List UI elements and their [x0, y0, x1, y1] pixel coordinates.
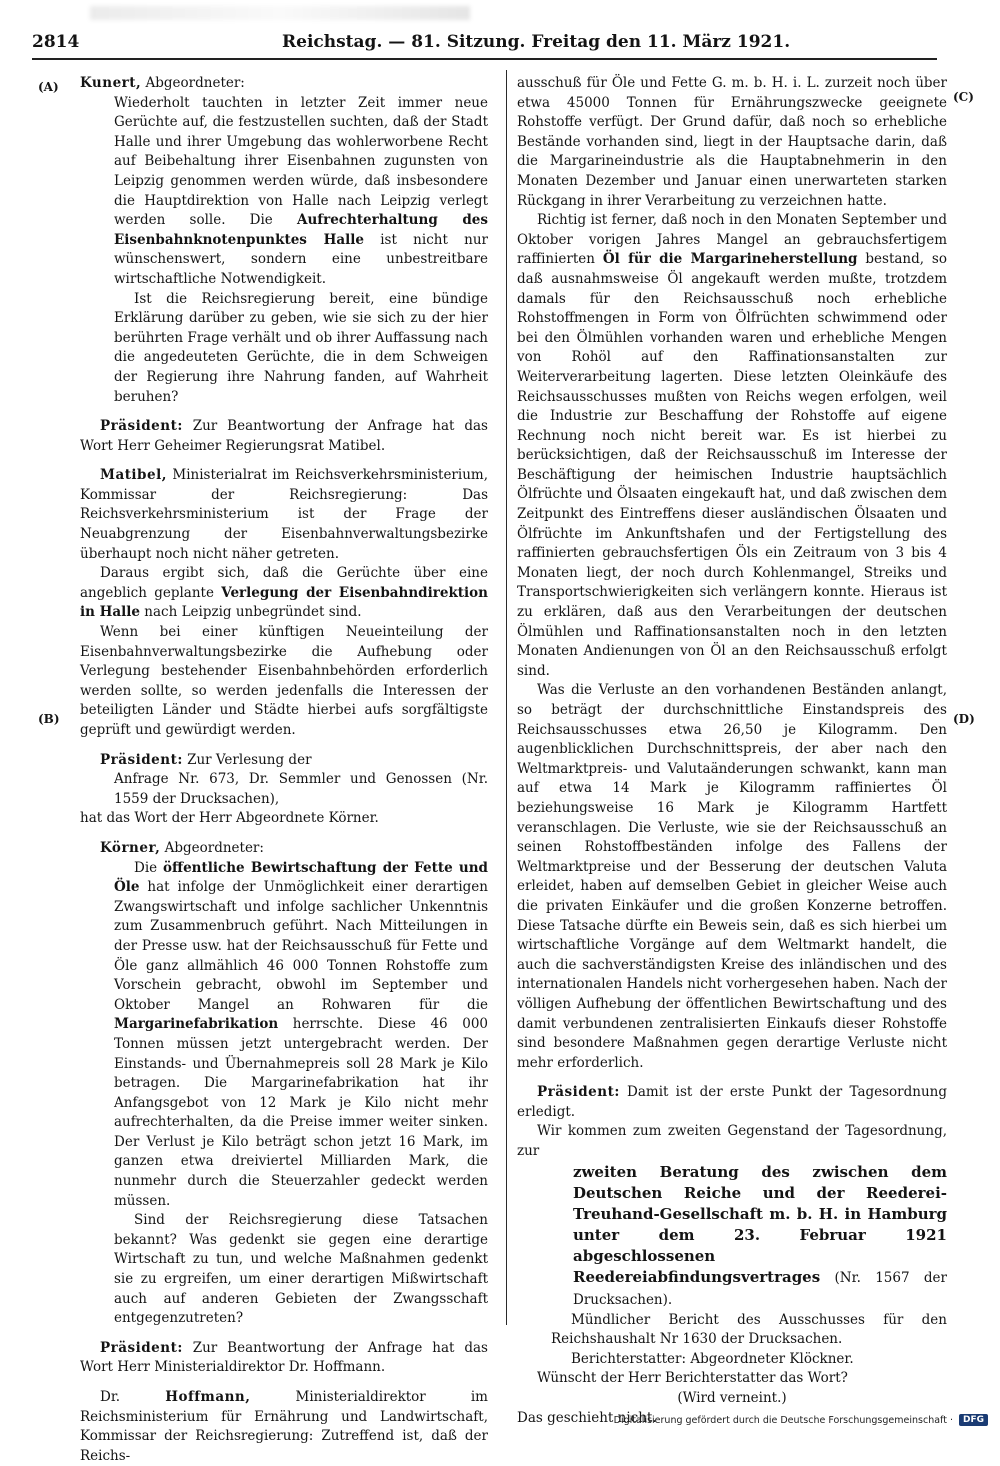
speaker-name: Präsident:	[100, 751, 183, 768]
speaker-name: Kunert,	[80, 75, 142, 91]
dfg-logo: DFG	[959, 1414, 988, 1426]
speech-paragraph: Ist die Reichsregierung bereit, eine bündige Erklärung darüber zu geben, wie sie sich zu der hier berührten Frage verhält und ob ihrer Auffassung nach die angedeuteten Gerüchte, die in dem Schweigen der Regierung ihre Nahrung fanden, auf Wahrheit beruhen?	[114, 290, 488, 405]
speech-matibel	[80, 466, 488, 564]
speaker-title: Dr.	[100, 1389, 166, 1405]
paragraph-text: hat infolge der Unmöglichkeit einer derartigen Zwangswirtschaft und infolge sachlicher Unkenntnis zum Zusammenbruch geführt. Nach Mitteilungen in der Presse usw. hat der Reichsausschuß für Fette und Öle ganz allmählich 46 000 Tonnen Rohstoffe zum Vorschein gebracht, obwohl im September und Oktober Mangel an Rohwaren für die	[114, 879, 488, 1013]
speaker-name: Präsident:	[100, 1339, 183, 1356]
speaker-name: Hoffmann,	[165, 1389, 251, 1405]
speaker-name: Körner,	[100, 839, 161, 856]
paragraph-text: Zur Verlesung der	[182, 751, 312, 768]
paragraph-text: ist nicht nur wünschenswert, sondern eine unbestreitbare wirtschaftliche Notwendigkeit.	[114, 231, 488, 287]
paragraph-text: Wiederholt tauchten in letzter Zeit immer neue Gerüchte auf, die festzustellen suchten, daß der Stadt Halle und ihrer Umgebung das wohlerworbene Recht auf Beibehaltung ihrer Eisenbahnen zugunsten von Leipzig genommen werden würde, daß insbesondere die Hauptdirektion von Halle nach Leipzig verlegt werden solle. Die	[114, 94, 488, 229]
speech-paragraph	[80, 564, 488, 623]
agenda-title-text: zweiten Beratung des zwischen dem Deutschen Reiche und der Reederei-Treuhand-Gesellschaft m. b. H. in Hamburg unter dem 23. Februar 1921 abgeschlossenen Reedereiabfindungsvertrages	[573, 1162, 947, 1286]
page-header	[32, 30, 937, 60]
emphasis-text: Aufrechterhaltung des Eisenbahnknotenpunktes Halle	[114, 212, 488, 248]
paragraph-text: Zur Beantwortung der Anfrage hat das Wort Herr Ministerialdirektor Dr. Hoffmann.	[80, 1339, 488, 1376]
agenda-intro: Wir kommen zum zweiten Gegenstand der Tagesordnung, zur	[517, 1123, 947, 1160]
agenda-reference: (Nr. 1567 der Drucksachen).	[573, 1269, 947, 1308]
emphasis-text: Öl für die Margarineherstellung	[602, 251, 858, 268]
agenda-item-title	[517, 1162, 947, 1311]
speech-koerner-intro	[80, 839, 488, 859]
speech-paragraph: ausschuß für Öle und Fette G. m. b. H. i. L. zurzeit noch über etwa 45000 Tonnen für Ernährungszwecke geeignete Rohstoffe verfügt. Der Grund dafür, daß noch so erhebliche Bestände vorhanden sind, liegt in der Hauptsache darin, daß die Margarineindustrie als die Hauptabnehmerin in den Monaten Dezember und Januar einen unerwarteten starken Rückgang in ihrer Verarbeitung zu verzeichnen hatte.	[517, 75, 947, 209]
right-column	[517, 74, 947, 1428]
speech-paragraph	[80, 859, 488, 1212]
paragraph-text: Damit ist der erste Punkt der Tagesordnung erledigt.	[517, 1084, 947, 1120]
speech-paragraph: Was die Verluste an den vorhandenen Beständen anlangt, so beträgt der durchschnittliche Einstandspreis des Reichsausschusses etwa 26,50 je Kilogramm. Den augenblicklichen Durchschnittspreis, der aber nach den Weltmarktpreis- und Valutaänderungen schwankt, kann man auf etwa 14 Mark je Kilogramm raffiniertes Öl beziehungsweise 16 Mark je Kilogramm Hartfett veranschlagen. Die Verluste, wie sie der Reichsausschuß an seinen Rohstoffbeständen infolge des Fallens der Weltmarktpreise und der Besserung der deutschen Valuta erleidet, haben auf demselben Gebiet in gleicher Weise auch die privaten Einkäufer und die großen Konzerne betroffen. Diese Tatsache dürfte ein Beweis sein, daß es sich hierbei um wirtschaftliche Vorgänge auf dem Weltmarkt handelt, die auch die sachverständigsten Kreise des inländischen und des internationalen Handels nicht vorhergesehen haben. Nach der völligen Aufhebung der öffentlichen Bewirtschaftung und des damit verbundenen zentralisierten Einkaufs dieser Rohstoffe sind besondere Maßnahmen gegen derartige Verluste nicht mehr erforderlich.	[517, 682, 947, 1071]
speech-kunert-intro	[80, 74, 488, 94]
president-statement	[517, 1083, 947, 1122]
committee-report: Mündlicher Bericht des Ausschusses für den Reichshaushalt Nr 1630 der Drucksachen.	[551, 1311, 947, 1348]
margin-marker-a: (A)	[38, 80, 59, 94]
speech-paragraph: Sind der Reichsregierung diese Tatsachen bekannt? Was gedenkt sie gegen eine derartige Wirtschaft zu tun, und welche Maßnahmen gedenkt sie zu ergreifen, um einer derartigen Mißwirtschaft auch auf anderen Gebieten der Zwangsschaft entgegenzutreten?	[114, 1212, 488, 1327]
paragraph-text: Daraus ergibt sich, daß die Gerüchte über eine angeblich geplante	[80, 565, 488, 601]
footer-credit-text: Digitalisierung gefördert durch die Deutsche Forschungsgemeinschaft ·	[613, 1414, 953, 1426]
speaker-name: Präsident:	[100, 418, 183, 435]
rapporteur-line: Berichterstatter: Abgeordneter Klöckner.	[571, 1350, 854, 1367]
speaker-name: Präsident:	[537, 1084, 620, 1101]
speaker-name: Matibel,	[100, 467, 167, 484]
paragraph-text: herrschte. Diese 46 000 Tonnen müssen jetzt untergebracht werden. Der Einstands- und Übernahmepreis soll 28 Mark je Kilo betragen. Die Margarinefabrikation hat ihr Anfangsgebot von 12 Mark je Kilo nicht mehr aufrechterhalten, da die Preise immer weiter sinken. Der Verlust je Kilo beträgt schon jetzt 16 Mark, im ganzen etwa dreiviertel Milliarden Mark, die nunmehr durch die Steuerzahler gedeckt werden müssen.	[114, 1016, 488, 1209]
emphasis-text: Verlegung der Eisenbahndirektion in Halle	[80, 584, 488, 621]
president-statement	[80, 751, 488, 771]
margin-marker-c: (C)	[953, 90, 974, 104]
left-column	[80, 74, 488, 1466]
speaker-role: Abgeordneter:	[160, 839, 264, 856]
inquiry-reference: Anfrage Nr. 673, Dr. Semmler und Genossen (Nr. 1559 der Drucksachen),	[114, 771, 488, 807]
speech-paragraph: Wenn bei einer künftigen Neueinteilung der Eisenbahnverwaltungsbezirke die Aufhebung oder Verlegung bestehender Eisenbahnbehörden erforderlich werden sollte, so werden jedenfalls die Interessen der beteiligten Länder und Städte hierbei aufs sorgfältigste geprüft und gewürdigt werden.	[80, 624, 488, 738]
paragraph-text: Ministerialrat im Reichsverkehrsministerium, Kommissar der Reichsregierung: Das Reichsverkehrsministerium ist der Frage der Neuabgrenzung der Eisenbahnverwaltungsbezirke überhaupt noch nicht näher getreten.	[80, 467, 488, 562]
paragraph-text: bestand, so daß ausnahmsweise Öl angekauft werden mußte, trotzdem damals für den Reichsausschuß noch erhebliche Rohstoffmengen in Form von Ölfrüchten schwimmend oder bei den Ölmühlen vorhanden waren und erhebliche Mengen von Rohöl auf den Raffinationsanstalten zur Weiterverarbeitung lagerten. Diese letzten Oleinkäufe des Reichsausschusses mußten von Reichs wegen erfolgen, weil die Industrie zur Beschaffung der Rohstoffe auf eigene Rechnung noch nicht bereit war. Es ist hierbei zu berücksichtigen, daß der Reichsausschuß im Interesse der Beschäftigung der heimischen Industrie hauptsächlich Ölfrüchte und Ölsaaten eingekauft hat, und daß zwischen dem Zeitpunkt des Eintreffens dieser ausländischen Ölsaaten und Ölfrüchte im Ankunftshafen und der Fertigstellung des raffinierten gebrauchsfertigen Öls ein Zeitraum von 3 bis 4 Monaten liegt, der noch durch Kohlenmangel, Streiks und Transportschwierigkeiten sich verlängern konnte. Hieraus ist zu erklären, daß aus den Verarbeitungen der deutschen Ölmühlen und Raffinationsanstalten noch in den letzten Monaten Andienungen von Öl an den Reichsausschuß erfolgt sind.	[517, 251, 947, 679]
paragraph-text: Ministerialdirektor im Reichsministerium für Ernährung und Landwirtschaft, Kommissar der Reichsregierung: Zutreffend ist, daß der Reichs-	[80, 1389, 488, 1464]
paragraph-text: hat das Wort der Herr Abgeordnete Körner.	[80, 810, 379, 827]
running-title: Reichstag. — 81. Sitzung. Freitag den 11. März 1921.	[282, 32, 791, 52]
speech-paragraph	[80, 94, 488, 290]
closing-line: Das geschieht nicht.	[517, 1409, 657, 1426]
stage-direction: (Wird verneint.)	[677, 1390, 787, 1407]
margin-marker-b: (B)	[38, 712, 60, 726]
margin-marker-d: (D)	[953, 712, 975, 726]
paragraph-text: Zur Beantwortung der Anfrage hat das Wort Herr Geheimer Regierungsrat Matibel.	[80, 418, 488, 454]
paragraph-text: nach Leipzig unbegründet sind.	[140, 604, 362, 621]
emphasis-text: Margarinefabrikation	[114, 1016, 279, 1033]
paragraph-text: Die	[134, 859, 163, 876]
president-statement	[80, 1339, 488, 1378]
speech-paragraph	[517, 211, 947, 681]
emphasis-text: öffentliche Bewirtschaftung der Fette und Öle	[114, 859, 488, 896]
speech-hoffmann	[80, 1388, 488, 1466]
column-divider	[506, 70, 507, 1325]
paragraph-text: Richtig ist ferner, daß noch in den Monaten September und Oktober vorigen Jahres Mangel an gebrauchsfertigem raffinierten	[517, 212, 947, 268]
president-statement	[80, 417, 488, 456]
scan-smudge	[90, 6, 470, 20]
footer-credit	[614, 1414, 988, 1426]
page-number: 2814	[32, 32, 80, 52]
speaker-role: Abgeordneter:	[141, 75, 245, 91]
president-question: Wünscht der Herr Berichterstatter das Wort?	[537, 1370, 848, 1387]
